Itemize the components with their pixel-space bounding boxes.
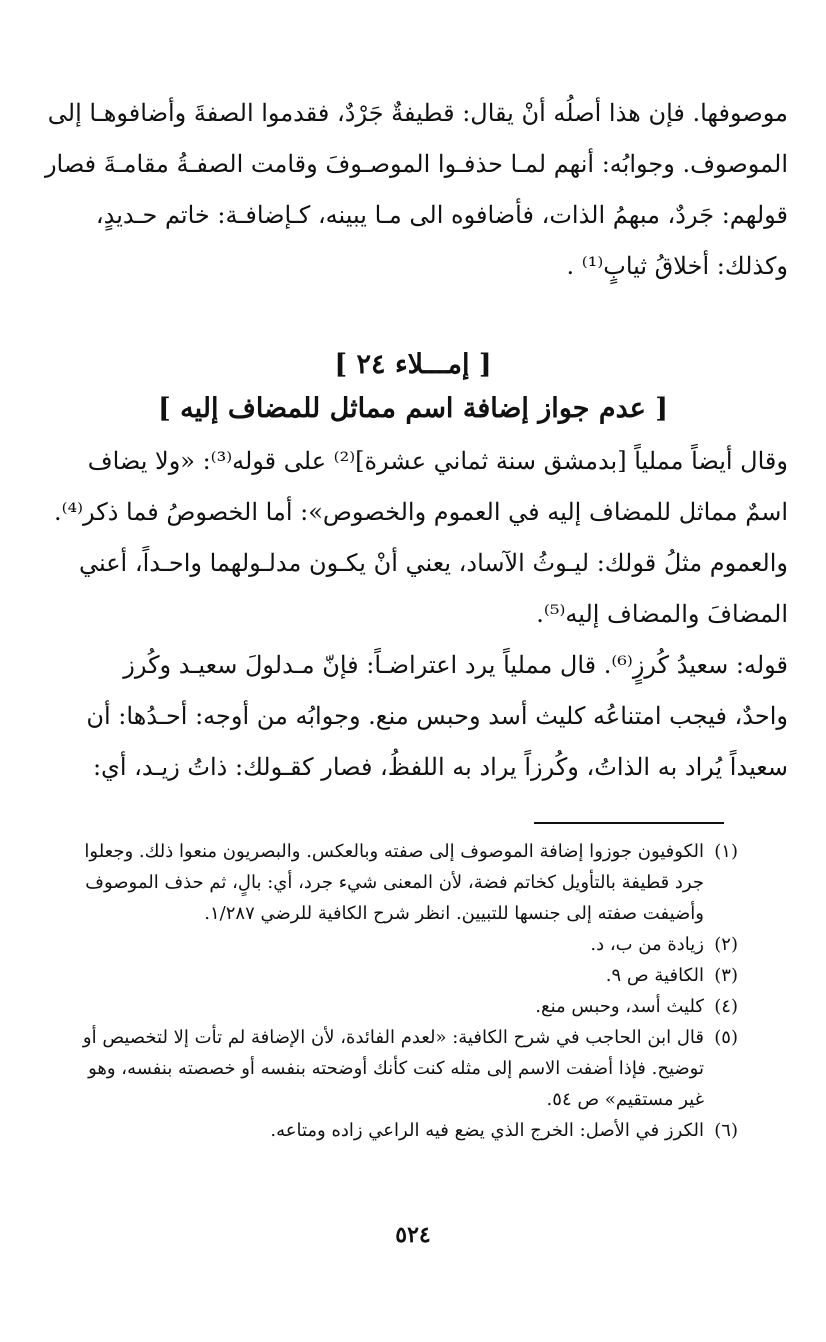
intro-paragraph (38, 88, 788, 292)
text-line: الموصوف. وجوابُه: أنهم لمـا حذفـوا الموصـوفَ وقامت الصفـةُ مقامـةَ فصار (44, 150, 788, 178)
footnote-2 (38, 929, 738, 960)
text-line: وقال أيضاً مملياً [بدمشق سنة ثماني عشرة]⁽²⁾ على قوله⁽³⁾: «ولا يضاف (87, 447, 788, 475)
footnote-line: غير مستقيم» ص ٥٤. (546, 1089, 704, 1110)
footnote-5 (38, 1022, 738, 1115)
text-line: اسمٌ مماثل للمضاف إليه في العموم والخصوص»: أما الخصوصُ فما ذكر⁽⁴⁾. (54, 498, 788, 526)
body-text (38, 436, 788, 793)
footnote-number: (٣) (714, 965, 738, 986)
footnote-text (38, 1022, 704, 1115)
footnote-text (38, 836, 704, 929)
footnote-number: (١) (714, 841, 738, 862)
footnote-line: الكافية ص ٩. (605, 965, 704, 986)
footnote-number: (٦) (714, 1120, 738, 1141)
footnote-6 (38, 1115, 738, 1146)
footnote-line: الكوفيون جوزوا إضافة الموصوف إلى صفته وبالعكس. والبصريون منعوا ذلك. وجعلوا (84, 841, 704, 862)
footnote-line: زيادة من ب، د. (590, 934, 704, 955)
footnote-3 (38, 960, 738, 991)
footnote-divider (534, 822, 724, 824)
footnote-line: قال ابن الحاجب في شرح الكافية: «لعدم الفائدة، لأن الإضافة لم تأت إلا لتخصيص أو (82, 1027, 704, 1048)
footnote-line: كليث أسد، وحبس منع. (535, 996, 704, 1017)
paragraph-2 (38, 640, 788, 793)
footnote-text (38, 991, 704, 1022)
section-title: [ عدم جواز إضافة اسم مماثل للمضاف إليه ] (157, 393, 669, 424)
footnote-4 (38, 991, 738, 1022)
text-line: وكذلك: أخلاقُ ثيابٍ⁽¹⁾ . (566, 252, 788, 280)
footnote-number: (٢) (714, 934, 738, 955)
text-line: المضافَ والمضاف إليه⁽⁵⁾. (536, 600, 788, 628)
page-number: ٥٢٤ (395, 1222, 431, 1248)
text-line: سعيداً يُراد به الذاتُ، وكُرزاً يراد به اللفظُ، فصار كقـولك: ذاتُ زيـد، أي: (92, 753, 788, 781)
footnote-text (38, 1115, 704, 1146)
footnotes (38, 836, 738, 1146)
paragraph-1 (38, 436, 788, 640)
footnote-1 (38, 836, 738, 929)
text-line: موصوفها. فإن هذا أصلُه أنْ يقال: قطيفةٌ جَرْدٌ، فقدموا الصفةَ وأضافوهـا إلى (47, 99, 788, 127)
text-line: قوله: سعيدُ كُرزٍ⁽⁶⁾. قال مملياً يرد اعتراضـاً: فإنّ مـدلولَ سعيـد وكُرز (123, 651, 788, 679)
footnote-text (38, 929, 704, 960)
footnote-number: (٤) (714, 996, 738, 1017)
text-line: قولهم: جَردٌ، مبهمُ الذات، فأضافوه الى مـا يبينه، كـإضافـة: خاتم حـديدٍ، (95, 201, 788, 229)
footnote-line: الكرز في الأصل: الخرج الذي يضع فيه الراعي زاده ومتاعه. (270, 1120, 704, 1141)
text-line: واحدٌ، فيجب امتناعُه كليث أسد وحبس منع. وجوابُه من أوجه: أحـدُها: أن (86, 702, 788, 730)
footnote-line: توضيح. فإذا أضفت الاسم إلى مثله كنت كأنك أوضحته بنفسه أو خصصته بنفسه، وهو (88, 1058, 704, 1079)
footnote-number: (٥) (714, 1027, 738, 1048)
section-heading (38, 344, 788, 430)
footnote-text (38, 960, 704, 991)
footnote-line: جرد قطيفة بالتأويل كخاتم فضة، لأن المعنى شيء جرد، أي: بالٍ، ثم حذف الموصوف (85, 872, 704, 893)
imla-heading: [ إمـــلاء ٢٤ ] (334, 349, 492, 380)
footnote-line: وأضيفت صفته إلى جنسها للتبيين. انظر شرح الكافية للرضي ١/٢٨٧. (204, 903, 704, 924)
text-line: والعموم مثلُ قولك: ليـوثُ الآساد، يعني أنْ يكـون مدلـولهما واحـداً، أعني (78, 549, 788, 577)
